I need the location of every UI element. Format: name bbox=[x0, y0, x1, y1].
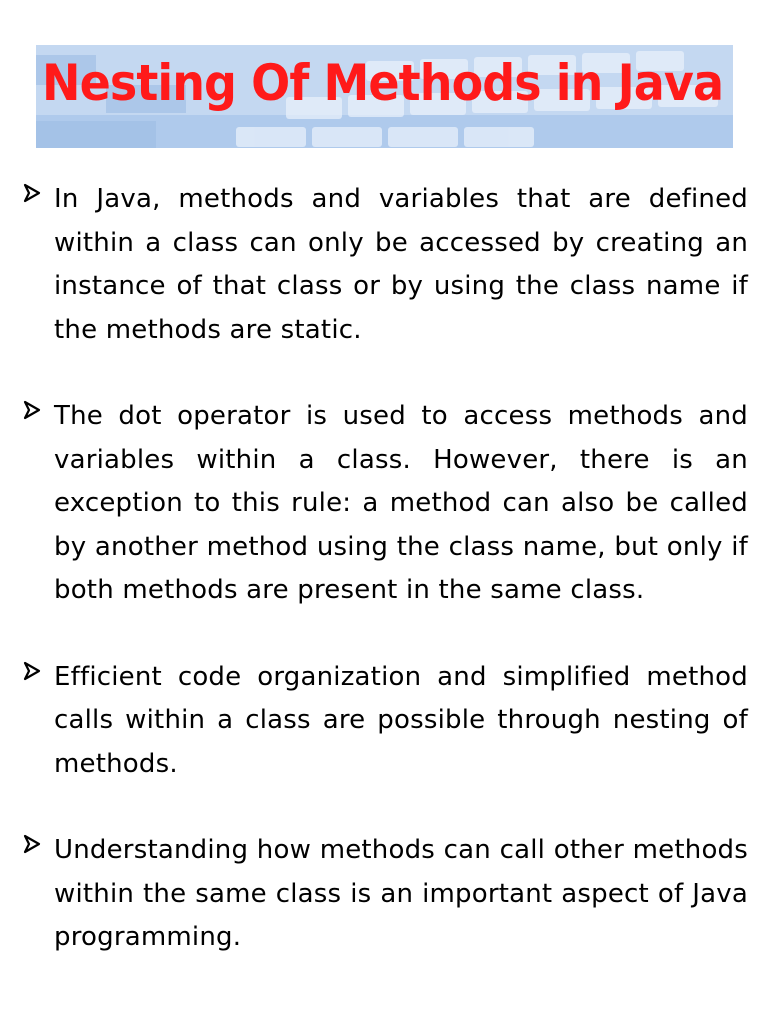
bullet-item bbox=[22, 829, 748, 960]
slide-title: Nesting Of Methods in Java bbox=[42, 54, 724, 112]
bullet-text: Understanding how methods can call other methods within the same class is an important aspect of Java programming. bbox=[54, 835, 748, 952]
bullet-item bbox=[22, 178, 748, 352]
arrowhead-bullet-icon bbox=[22, 656, 54, 688]
bullet-item bbox=[22, 656, 748, 787]
arrowhead-bullet-icon bbox=[22, 395, 54, 427]
bullet-list bbox=[22, 178, 748, 1003]
title-banner bbox=[36, 45, 733, 148]
bullet-text: In Java, methods and variables that are defined within a class can only be accessed by creating an instance of that class or by using the class name if the methods are static. bbox=[54, 184, 748, 345]
arrowhead-bullet-icon bbox=[22, 178, 54, 210]
bullet-text: The dot operator is used to access methods and variables within a class. However, there is an exception to this rule: a method can also be called by another method using the class name, but only if both methods are present in the same class. bbox=[54, 401, 748, 605]
bullet-text: Efficient code organization and simplified method calls within a class are possible through nesting of methods. bbox=[54, 661, 748, 779]
bullet-item bbox=[22, 395, 748, 613]
arrowhead-bullet-icon bbox=[22, 829, 54, 861]
